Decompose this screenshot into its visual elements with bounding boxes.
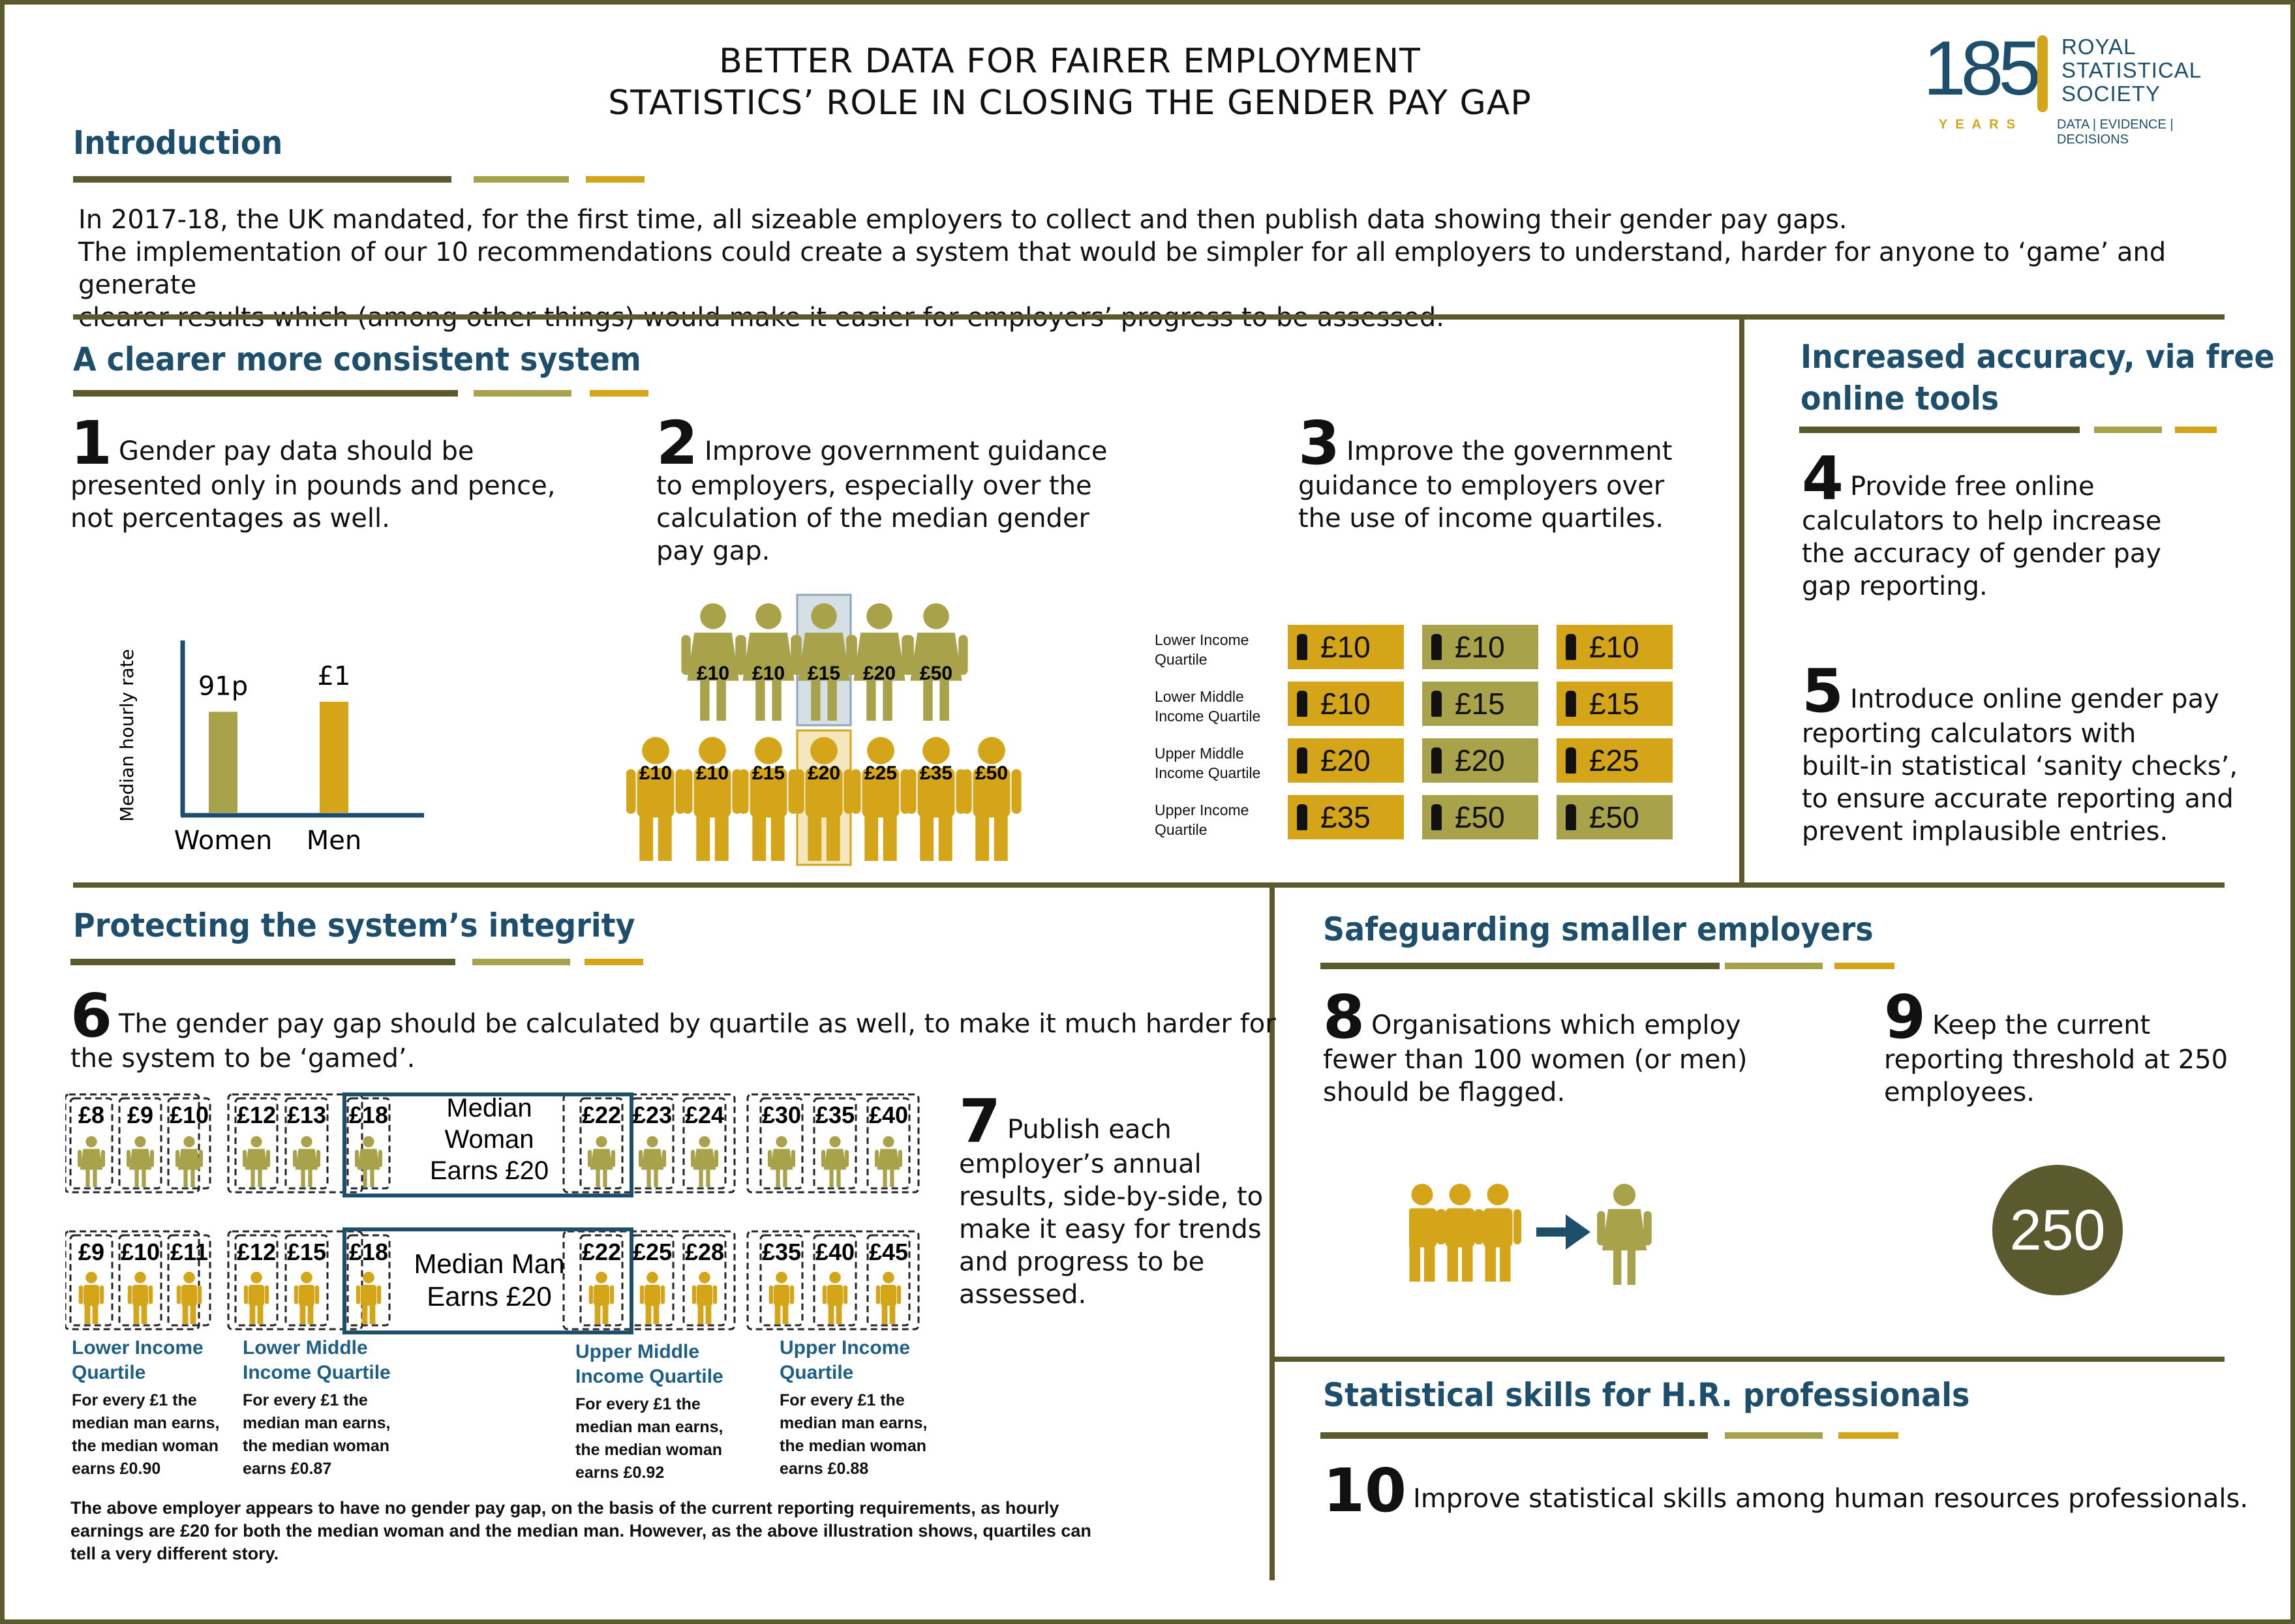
quartile-cell (1422, 738, 1538, 783)
pay-label: £11 (170, 1239, 209, 1265)
quartile-cell (1422, 795, 1538, 839)
pay-label: £10 (696, 663, 730, 684)
quartile-cell (1288, 738, 1404, 783)
pay-bar-chart (111, 626, 437, 861)
heading-rule (585, 959, 643, 965)
woman-figure (78, 1136, 105, 1187)
pay-label: £35 (815, 1102, 855, 1128)
heading-rule (1725, 1432, 1823, 1439)
man-figure (177, 1272, 202, 1324)
man-figure (294, 1272, 319, 1324)
heading-rule (590, 390, 648, 397)
label-line: Upper Middle (1155, 745, 1244, 762)
rec-text: Improve government guidance (705, 436, 1108, 466)
integrity-heading: Protecting the system’s integrity (73, 907, 635, 944)
recommendation-7 (959, 1087, 1266, 1311)
heading-rule (1725, 963, 1823, 969)
pay-label: £35 (919, 762, 953, 784)
woman-icon (1297, 804, 1307, 830)
quartile-row-label (1155, 800, 1249, 839)
median-man-label: Median Man (414, 1248, 565, 1279)
pay-label: £40 (868, 1102, 909, 1128)
man-icon (1431, 804, 1442, 830)
heading-rule (73, 176, 451, 183)
rec-text: the system to be ‘gamed’. (70, 1044, 416, 1074)
rec-text: pay gap. (656, 536, 770, 566)
pay-label: £15 (752, 762, 785, 784)
man-figure (128, 1272, 153, 1324)
quartile-cell-value: £15 (1455, 687, 1505, 721)
rec-text: gap reporting. (1802, 571, 1988, 601)
rec-number: 3 (1298, 408, 1341, 478)
category-label: Women (174, 826, 273, 856)
label-line: Income Quartile (1155, 764, 1261, 781)
man-figure (589, 1272, 614, 1324)
man-figure (682, 737, 742, 861)
rec-text: Gender pay data should be (119, 436, 474, 466)
woman-icon (1431, 634, 1442, 660)
man-figure (823, 1272, 847, 1324)
heading-rule (474, 176, 569, 183)
rec-text: Organisations which employ (1371, 1010, 1741, 1040)
quartile-caption (575, 1340, 723, 1484)
quartile-cell (1557, 738, 1673, 783)
man-figure (692, 1272, 717, 1324)
median-people-illustration (626, 587, 1044, 867)
pay-label: £24 (684, 1102, 725, 1128)
label-line: Quartile (1155, 651, 1208, 668)
woman-icon (1297, 691, 1307, 717)
quartile-illustration (65, 1089, 939, 1344)
quartile-cell (1557, 795, 1673, 839)
man-figure (1474, 1184, 1521, 1282)
woman-figure (243, 1136, 270, 1187)
arrow-icon (1536, 1214, 1590, 1250)
quartile-name: Lower Income Quartile (72, 1337, 204, 1383)
heading-rule (586, 176, 645, 183)
pay-label: £10 (639, 762, 673, 784)
data-label: £1 (317, 661, 351, 691)
quartile-row-label (1155, 630, 1249, 669)
rec-number: 1 (70, 408, 113, 478)
logo-years: YEARS (1939, 117, 2023, 132)
logo-name-1: ROYAL (2061, 35, 2136, 59)
pay-label: £18 (348, 1239, 389, 1265)
rec-text: built-in statistical ‘sanity checks’, (1802, 751, 2238, 781)
pay-label: £45 (868, 1239, 909, 1265)
pay-label: £22 (581, 1102, 622, 1128)
woman-figure (681, 603, 744, 721)
woman-figure (588, 1136, 615, 1187)
rec-text: Improve statistical skills among human resources professionals. (1413, 1484, 2249, 1514)
rec-text: Introduce online gender pay (1850, 684, 2219, 714)
quartile-caption (243, 1336, 391, 1481)
rec-text: fewer than 100 women (or men) (1323, 1045, 1748, 1075)
quartile-cell (1288, 625, 1404, 669)
quartile-cell-value: £50 (1589, 800, 1639, 834)
pay-label: £9 (127, 1102, 154, 1128)
rec-text: Keep the current (1932, 1010, 2151, 1040)
recommendation-10 (1323, 1456, 2249, 1526)
section-divider (73, 882, 2225, 888)
woman-figure (768, 1136, 795, 1187)
label-line: Lower Middle (1155, 688, 1244, 705)
quartile-cell (1288, 795, 1404, 839)
y-axis-label: Median hourly rate (116, 648, 138, 822)
quartile-cell (1422, 625, 1538, 669)
man-figure (79, 1272, 104, 1324)
pay-label: £10 (695, 762, 729, 784)
heading-rule (1320, 1432, 1708, 1439)
quartile-caption (780, 1336, 927, 1481)
recommendation-8 (1323, 982, 1780, 1109)
pay-label: £10 (752, 663, 785, 684)
quartile-name: Upper Middle Income Quartile (575, 1341, 723, 1387)
recommendation-3 (1298, 408, 1722, 535)
woman-icon (1431, 747, 1442, 774)
pay-label: £13 (286, 1102, 327, 1128)
intro-heading: Introduction (73, 124, 283, 162)
logo-tagline: DATA | EVIDENCE | DECISIONS (2057, 117, 2174, 147)
pay-label: £30 (761, 1102, 802, 1128)
quartile-cell-value: £20 (1320, 744, 1371, 777)
quartile-cell (1288, 682, 1404, 726)
quartile-ratio-text: For every £1 the median man earns, the median woman earns £0.87 (243, 1391, 391, 1478)
rec-text: the accuracy of gender pay (1802, 539, 2161, 569)
pay-label: £10 (169, 1102, 209, 1128)
title-line-2: STATISTICS’ ROLE IN CLOSING THE GENDER PAY GAP (608, 83, 1532, 123)
quartile-cell-value: £50 (1455, 800, 1505, 834)
rec-number: 6 (70, 981, 113, 1051)
smaller-heading: Safeguarding smaller employers (1323, 910, 1874, 948)
recommendation-1 (70, 408, 592, 535)
pay-label: £25 (864, 762, 898, 784)
bar-men (320, 702, 348, 813)
man-figure (851, 737, 910, 861)
heading-rule (1320, 963, 1720, 969)
quartile-cell-value: £10 (1320, 687, 1371, 721)
quartile-ratio-text: For every £1 the median man earns, the median woman earns £0.88 (780, 1391, 928, 1478)
quartile-ratio-text: For every £1 the median man earns, the median woman earns £0.92 (575, 1395, 723, 1482)
woman-figure (691, 1136, 718, 1187)
rec-text: Improve the government (1346, 436, 1673, 466)
label-line: Upper Income (1155, 802, 1249, 819)
man-figure (769, 1272, 794, 1324)
data-label: 91p (198, 671, 249, 702)
woman-figure (639, 1136, 666, 1187)
rec-text: reporting calculators with (1802, 719, 2136, 749)
quartile-row-label (1155, 687, 1260, 726)
footnote-line: The above employer appears to have no gender pay gap, on the basis of the current reporting requirements, as hourly (70, 1498, 1059, 1518)
rec-text: calculation of the median gender (656, 504, 1090, 534)
label-line: Lower Income (1155, 631, 1249, 648)
pay-label: £20 (807, 762, 841, 784)
pay-label: £23 (632, 1102, 673, 1128)
label-line: Income Quartile (1155, 708, 1261, 725)
rec-text: the use of income quartiles. (1298, 504, 1664, 534)
heading-rule (1799, 427, 2080, 433)
pay-label: £20 (862, 663, 896, 684)
quartile-cell (1557, 682, 1673, 726)
pay-label: £15 (286, 1239, 327, 1265)
rec-number: 10 (1323, 1456, 1407, 1526)
man-figure (626, 737, 686, 861)
pay-label: £12 (236, 1239, 277, 1265)
quartile-cell-value: £35 (1320, 800, 1371, 834)
rec-text: and progress to be (959, 1247, 1205, 1277)
rec-text: calculators to help increase (1802, 506, 2162, 536)
clearer-heading: A clearer more consistent system (73, 340, 641, 378)
man-figure (876, 1272, 901, 1324)
page-title (457, 40, 1683, 124)
man-figure (906, 737, 965, 861)
heading-line: online tools (1801, 380, 1999, 417)
threshold-circle (1992, 1165, 2123, 1295)
intro-line-2: The implementation of our 10 recommendations could create a system that would be simpler for all employers to understand, harder for anyone to ‘game’ and generate (78, 237, 2166, 300)
heading-line: Increased accuracy, via free (1801, 338, 2275, 376)
heading-rule (2175, 427, 2217, 433)
quartile-row-label (1155, 744, 1260, 783)
rec-text: results, side-by-side, to (959, 1182, 1264, 1212)
rec-text: The gender pay gap should be calculated by quartile as well, to make it much harder for (119, 1009, 1276, 1039)
man-figure (640, 1272, 665, 1324)
footnote-line: tell a very different story. (70, 1544, 279, 1563)
label-line: Quartile (1155, 821, 1208, 838)
category-label: Men (306, 826, 362, 856)
rec-text: presented only in pounds and pence, (70, 471, 556, 501)
skills-heading: Statistical skills for H.R. professionals (1323, 1376, 1970, 1414)
section-divider (1739, 314, 1744, 887)
recommendation-4 (1802, 444, 2258, 603)
logo-name (2061, 35, 2202, 106)
rec-text: not percentages as well. (70, 504, 390, 534)
quartile-cell-value: £20 (1455, 744, 1505, 777)
rec-text: should be flagged. (1323, 1077, 1566, 1107)
heading-rule (474, 390, 571, 397)
footnote-line: earnings are £20 for both the median woman and the median man. However, as the above illustration shows, quartiles can (70, 1521, 1091, 1541)
threshold-value: 250 (2009, 1197, 2106, 1262)
heading-rule (73, 390, 458, 397)
median-woman-label: Earns £20 (429, 1156, 549, 1185)
quartile-name: Lower Middle Income Quartile (243, 1337, 391, 1383)
quartile-name: Upper Income Quartile (780, 1337, 911, 1383)
rec-text: to ensure accurate reporting and (1802, 784, 2234, 814)
quartile-cell-value: £10 (1589, 630, 1639, 664)
rec-number: 7 (959, 1087, 1001, 1156)
recommendation-5 (1802, 656, 2272, 848)
pay-label: £25 (632, 1239, 673, 1265)
pay-label: £50 (975, 762, 1009, 784)
intro-line-1: In 2017-18, the UK mandated, for the first time, all sizeable employers to collect and then publish data showing their gender pay gaps. (78, 205, 1847, 235)
recommendation-2 (656, 408, 1178, 567)
woman-icon (1566, 691, 1576, 717)
rec-text: reporting threshold at 250 (1884, 1045, 2228, 1075)
rec-text: Provide free online (1850, 472, 2095, 502)
title-line-1: BETTER DATA FOR FAIRER EMPLOYMENT (719, 42, 1421, 81)
pay-label: £40 (815, 1239, 855, 1265)
quartile-ratio-text: For every £1 the median man earns, the median woman earns £0.90 (72, 1391, 220, 1478)
man-icon (1297, 747, 1307, 774)
quartile-cell-value: £25 (1589, 744, 1639, 777)
logo-number: 185 (1923, 25, 2036, 112)
section-divider (73, 314, 2225, 320)
rec-number: 9 (1884, 982, 1926, 1052)
quartile-cell (1557, 625, 1673, 669)
man-figure (244, 1272, 269, 1324)
bar-women (209, 712, 237, 813)
rec-text: employees. (1884, 1077, 2035, 1107)
rec-number: 8 (1323, 982, 1365, 1052)
logo-name-2: STATISTICAL (2061, 58, 2202, 82)
integrity-footnote (70, 1497, 1264, 1565)
heading-rule (1834, 963, 1894, 969)
pay-label: £18 (348, 1102, 389, 1128)
recommendation-9 (1884, 982, 2249, 1109)
heading-rule (1838, 1432, 1898, 1439)
woman-figure (847, 603, 911, 721)
rec-text: make it easy for trends (959, 1214, 1262, 1244)
rec-number: 5 (1802, 656, 1844, 726)
pay-label: £35 (761, 1239, 802, 1265)
rec-text: prevent implausible entries. (1802, 817, 2168, 847)
median-woman-label: Woman (444, 1125, 534, 1154)
pay-label: £9 (78, 1239, 105, 1265)
flag-illustration (1409, 1174, 1670, 1291)
woman-icon (1566, 804, 1576, 830)
woman-figure (293, 1136, 320, 1187)
rec-number: 4 (1802, 444, 1844, 513)
quartile-cell-value: £10 (1455, 630, 1505, 664)
rec-text: to employers, especially over the (656, 471, 1092, 501)
recommendation-6 (70, 981, 1277, 1075)
section-divider (1275, 1357, 2225, 1362)
pay-label: £50 (919, 663, 953, 684)
man-icon (1431, 691, 1442, 717)
rec-number: 2 (656, 408, 699, 478)
woman-figure (875, 1136, 902, 1187)
rec-text: employer’s annual (959, 1149, 1202, 1179)
accuracy-heading (1801, 336, 2275, 419)
rec-text: assessed. (959, 1280, 1087, 1310)
quartile-cell (1422, 682, 1538, 726)
woman-figure (904, 603, 967, 721)
man-icon (1297, 634, 1307, 660)
pay-label: £12 (236, 1102, 277, 1128)
logo-name-3: SOCIETY (2061, 82, 2161, 106)
woman-figure (737, 603, 800, 721)
heading-rule (2094, 427, 2162, 433)
quartile-cell-value: £15 (1589, 687, 1639, 721)
pay-label: £28 (684, 1239, 725, 1265)
rec-text: guidance to employers over (1298, 471, 1665, 501)
woman-figure (1597, 1184, 1652, 1285)
pay-label: £8 (78, 1102, 105, 1128)
pay-label: £15 (807, 663, 841, 684)
man-figure (356, 1272, 381, 1324)
median-man-label: Earns £20 (427, 1281, 552, 1312)
man-icon (1566, 747, 1576, 774)
man-figure (738, 737, 798, 861)
quartile-grid (1153, 625, 1688, 853)
section-divider (1269, 882, 1275, 1580)
pay-label: £10 (120, 1239, 160, 1265)
pay-label: £22 (581, 1239, 622, 1265)
quartile-caption (72, 1336, 219, 1481)
logo-divider (2037, 35, 2048, 112)
heading-rule (472, 959, 570, 965)
man-figure (962, 737, 1021, 861)
woman-figure (821, 1136, 849, 1187)
heading-rule (70, 959, 455, 965)
rec-text: Publish each (1007, 1115, 1172, 1145)
woman-figure (127, 1136, 154, 1187)
median-woman-label: Median (446, 1094, 532, 1122)
rss-logo (1923, 25, 2236, 147)
quartile-cell-value: £10 (1320, 630, 1371, 664)
woman-figure (355, 1136, 382, 1187)
man-icon (1566, 634, 1576, 660)
